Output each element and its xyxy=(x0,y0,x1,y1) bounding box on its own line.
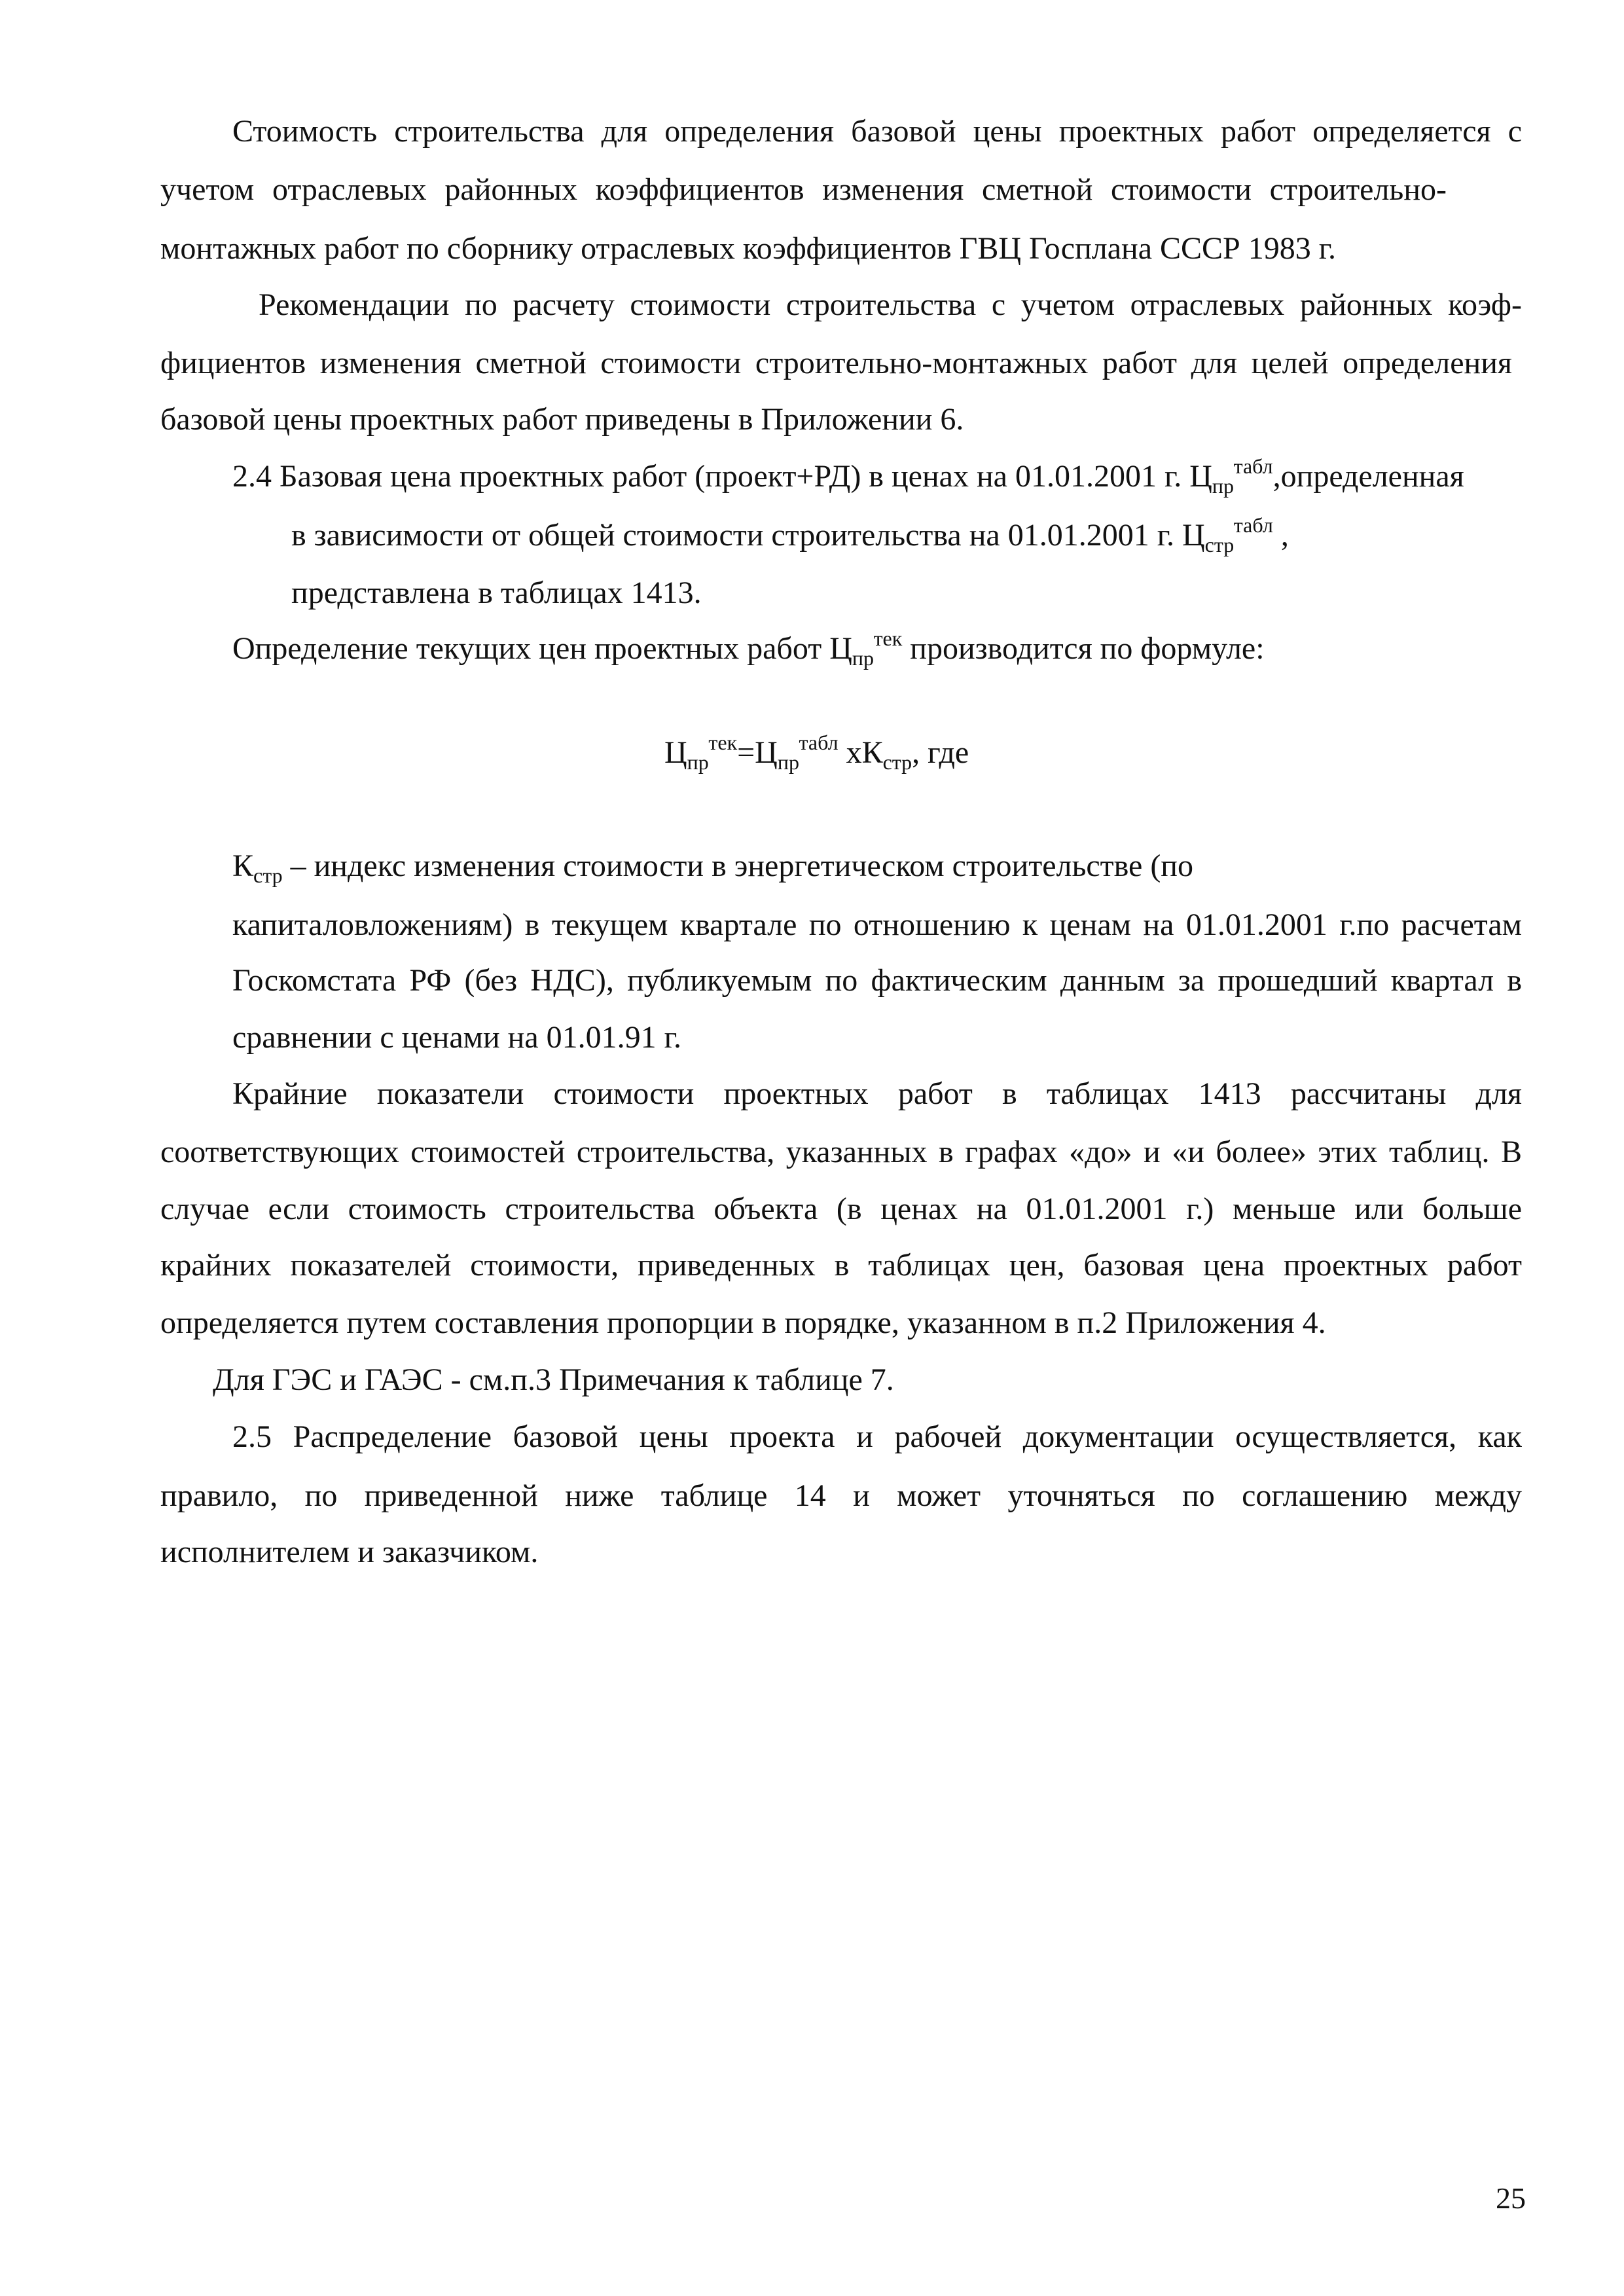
paragraph-5-line-5: определяется путем составления пропорции в порядке, указанном в п.2 Приложения 4. xyxy=(160,1305,1326,1340)
current-price-definition xyxy=(232,627,1265,670)
section-2-5-line-3: исполнителем и заказчиком. xyxy=(160,1535,539,1569)
subscript-pr: пр xyxy=(1212,474,1234,498)
paragraph-5-line-4: крайних показателей стоимости, приведенных в таблицах цен, базовая цена проектных работ xyxy=(160,1248,1522,1283)
paragraph-5-line-3: случае если стоимость строительства объекта (в ценах на 01.01.2001 г.) меньше или больше xyxy=(160,1192,1522,1226)
section-2-4-line-3: представлена в таблицах 1413. xyxy=(291,575,702,610)
subscript-pr-2: пр xyxy=(852,646,874,670)
section-2-4-line-2-comma: , xyxy=(1272,518,1289,553)
k-definition-text: – индекс изменения стоимости в энергетическом строительстве (по xyxy=(282,848,1193,883)
k-subscript: стр xyxy=(253,864,283,887)
current-price-text-a: Определение текущих цен проектных работ Ц xyxy=(232,631,852,666)
paragraph-6: Для ГЭС и ГАЭС - см.п.3 Примечания к таблице 7. xyxy=(213,1362,894,1397)
subscript-str: стр xyxy=(1204,533,1234,556)
k-symbol: К xyxy=(232,848,254,883)
paragraph-2-line-1: Рекомендации по расчету стоимости строительства с учетом отраслевых районных коэф- xyxy=(259,287,1522,322)
paragraph-5-line-1: Крайние показатели стоимости проектных работ в таблицах 1413 рассчитаны для xyxy=(232,1076,1522,1111)
formula-sub3: стр xyxy=(882,750,912,774)
k-definition-line-1 xyxy=(232,848,1193,887)
section-2-5-line-2: правило, по приведенной ниже таблице 14 и может уточняться по соглашению между xyxy=(160,1478,1522,1513)
formula-eq: =Ц xyxy=(737,735,778,770)
k-definition-line-2: капиталовложениям) в текущем квартале по отношению к ценам на 01.01.2001 г.по расчетам xyxy=(232,907,1522,942)
formula-sup1: тек xyxy=(708,731,738,754)
page-number: 25 xyxy=(1496,2181,1526,2215)
k-definition-line-4: сравнении с ценами на 01.01.91 г. xyxy=(232,1020,681,1055)
paragraph-5-line-2: соответствующих стоимостей строительства, указанных в графах «до» и «и более» этих таблиц. В xyxy=(160,1135,1522,1169)
section-2-5-line-1: 2.5 Распределение базовой цены проекта и рабочей документации осуществляется, как xyxy=(232,1419,1522,1454)
paragraph-1-line-1: Стоимость строительства для определения базовой цены проектных работ определяется с xyxy=(232,114,1522,149)
section-2-4-line-2 xyxy=(291,513,1289,556)
paragraph-2-line-2: фициентов изменения сметной стоимости строительно-монтажных работ для целей определения xyxy=(160,346,1512,380)
superscript-tek: тек xyxy=(873,627,903,650)
formula-sup2: табл xyxy=(799,731,839,754)
section-2-4-line-1 xyxy=(232,454,1464,498)
current-price-text-b: производится по формуле: xyxy=(902,631,1265,666)
superscript-tabl-2: табл xyxy=(1233,513,1273,537)
section-2-4-line-2-text: в зависимости от общей стоимости строительства на 01.01.2001 г. Ц xyxy=(291,518,1205,553)
paragraph-1-line-3: монтажных работ по сборнику отраслевых коэффициентов ГВЦ Госплана СССР 1983 г. xyxy=(160,231,1337,266)
formula-x: хК xyxy=(838,735,883,770)
paragraph-2-line-3: базовой цены проектных работ приведены в Приложении 6. xyxy=(160,402,964,437)
section-2-4-text-b: ,определенная xyxy=(1272,459,1464,494)
formula-c1: Ц xyxy=(664,735,687,770)
k-definition-line-3: Госкомстата РФ (без НДС), публикуемым по фактическим данным за прошедший квартал в xyxy=(232,963,1522,998)
price-formula xyxy=(664,731,969,774)
section-2-4-text-a: 2.4 Базовая цена проектных работ (проект+РД) в ценах на 01.01.2001 г. Ц xyxy=(232,459,1212,494)
paragraph-1-line-2: учетом отраслевых районных коэффициентов изменения сметной стоимости строительно- xyxy=(160,172,1447,207)
superscript-tabl: табл xyxy=(1233,454,1273,478)
formula-tail: , где xyxy=(912,735,969,770)
formula-sub2: пр xyxy=(777,750,799,774)
formula-sub1: пр xyxy=(687,750,709,774)
